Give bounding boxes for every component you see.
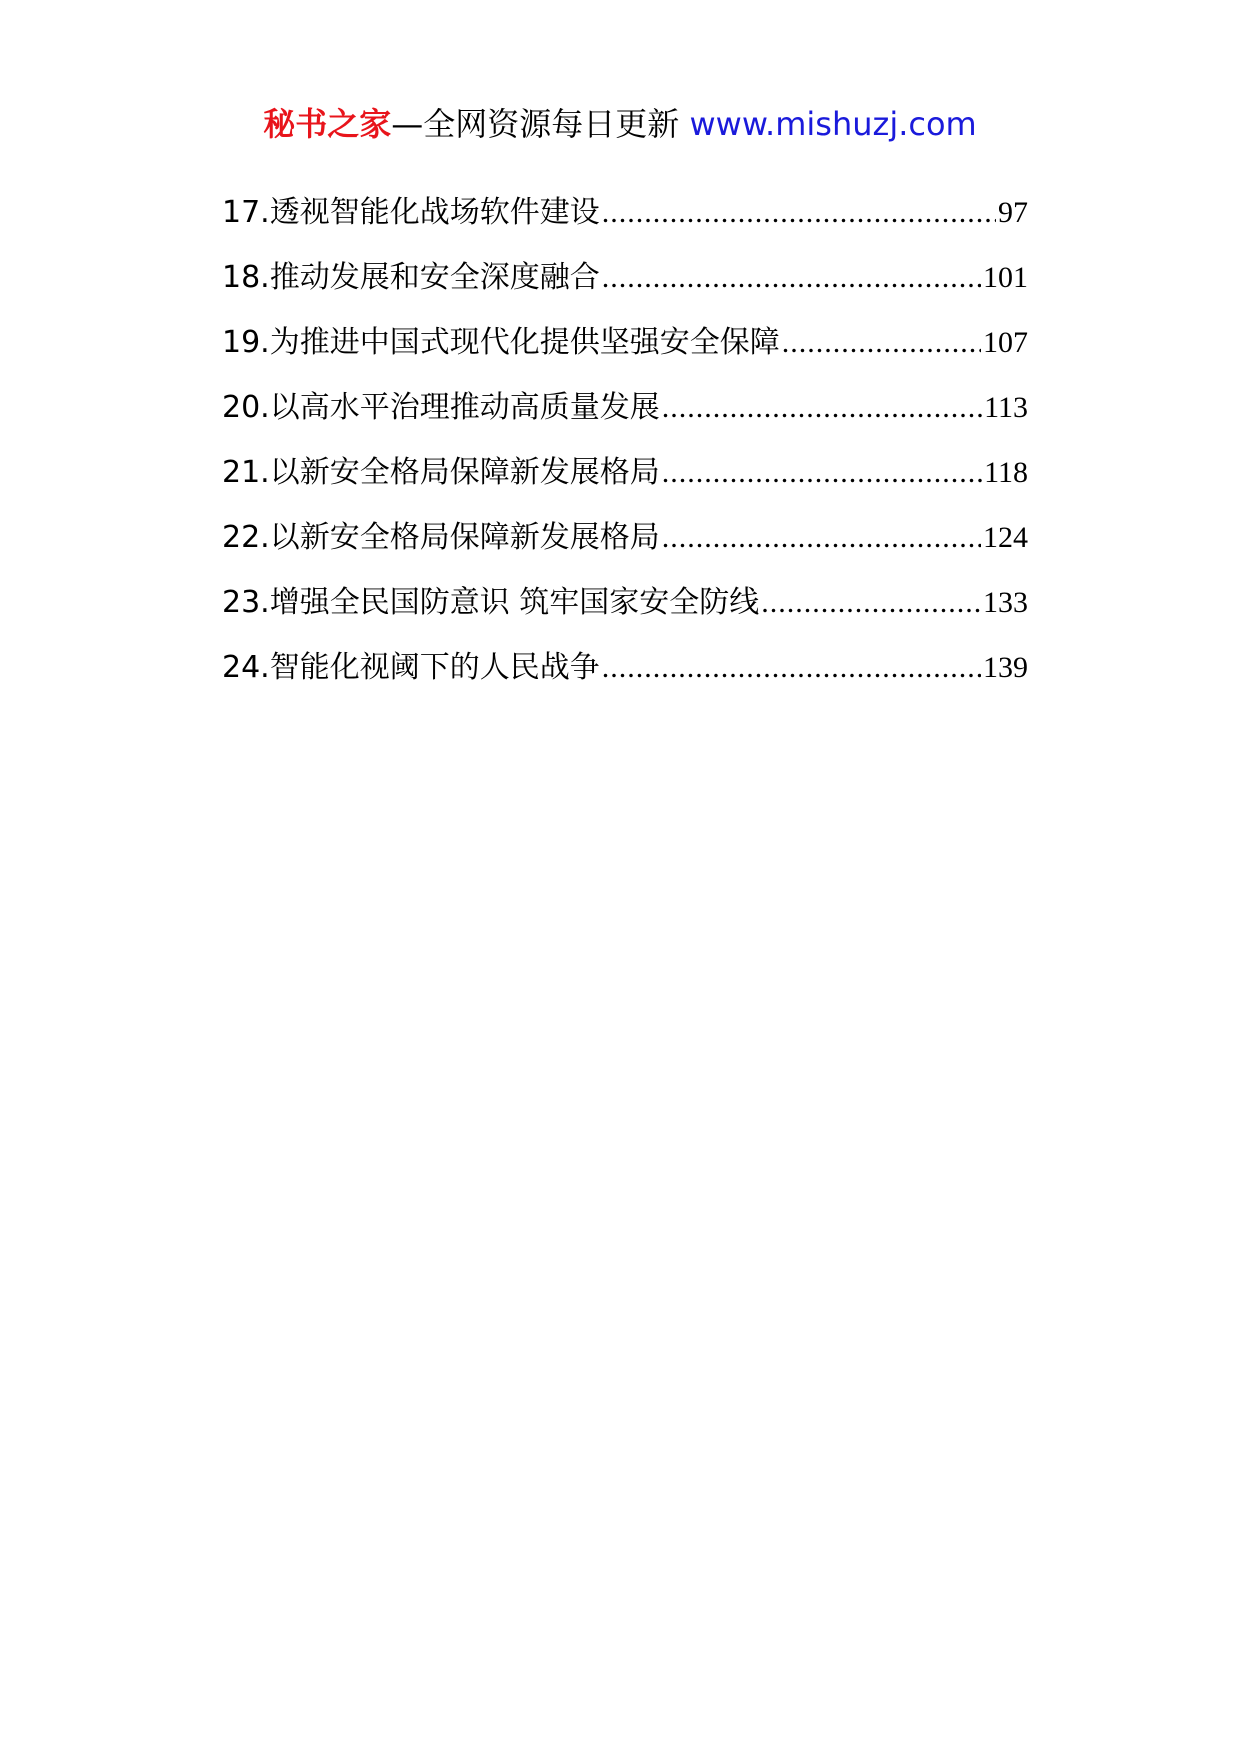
toc-entry-page: 107 [983, 326, 1028, 359]
toc-entry-title: 21.以新安全格局保障新发展格局 [222, 455, 660, 490]
toc-leader-dots [602, 253, 981, 303]
toc-entry-title: 23.增强全民国防意识 筑牢国家安全防线 [222, 585, 760, 620]
toc-entry-page: 139 [983, 651, 1028, 684]
toc-entry-page: 133 [983, 586, 1028, 619]
toc-entry-page: 124 [983, 521, 1028, 554]
toc-entry-page: 113 [984, 391, 1028, 424]
toc-entry-18[interactable] [222, 253, 1028, 318]
toc-leader-dots [662, 513, 981, 563]
toc-leader-dots [602, 188, 996, 238]
site-url-link[interactable]: www.mishuzj.com [689, 105, 977, 143]
table-of-contents [222, 188, 1028, 708]
toc-leader-dots [662, 383, 982, 433]
toc-entry-22[interactable] [222, 513, 1028, 578]
brand-name: 秘书之家 [263, 105, 392, 143]
toc-entry-title: 22.以新安全格局保障新发展格局 [222, 520, 660, 555]
toc-entry-page: 118 [984, 456, 1028, 489]
toc-leader-dots [662, 448, 982, 498]
header-tagline: —全网资源每日更新 [391, 105, 680, 143]
toc-entry-title: 19.为推进中国式现代化提供坚强安全保障 [222, 325, 780, 360]
toc-entry-24[interactable] [222, 643, 1028, 708]
toc-entry-20[interactable] [222, 383, 1028, 448]
toc-entry-title: 20.以高水平治理推动高质量发展 [222, 390, 660, 425]
toc-leader-dots [782, 318, 981, 368]
toc-entry-page: 97 [998, 196, 1028, 229]
toc-leader-dots [761, 578, 981, 628]
toc-entry-21[interactable] [222, 448, 1028, 513]
toc-entry-title: 17.透视智能化战场软件建设 [222, 195, 600, 230]
toc-entry-19[interactable] [222, 318, 1028, 383]
page-header [0, 100, 1240, 148]
toc-entry-title: 24.智能化视阈下的人民战争 [222, 650, 600, 685]
toc-leader-dots [602, 643, 981, 693]
toc-entry-title: 18.推动发展和安全深度融合 [222, 260, 600, 295]
toc-entry-17[interactable] [222, 188, 1028, 253]
toc-entry-23[interactable] [222, 578, 1028, 643]
toc-entry-page: 101 [983, 261, 1028, 294]
